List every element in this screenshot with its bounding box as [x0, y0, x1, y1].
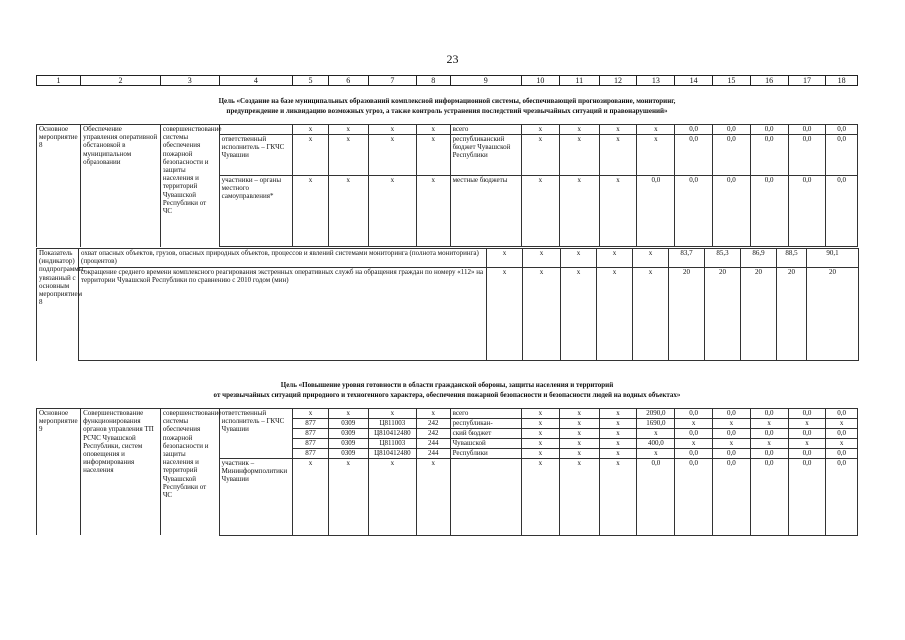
activity-8-task: совершенствование системы обеспечения пожарной безопасности и защиты населения и территорий Чувашской Республики от ЧС — [160, 125, 219, 247]
activity-9-row-1-c8: x — [417, 409, 451, 419]
activity-8-title: Обеспечение управления оперативной обстановкой в муниципальном образовании — [81, 125, 161, 247]
activity-9-row-6-c8: x — [417, 458, 451, 535]
activity-9-row-3-c7: Ц810412480 — [368, 428, 416, 438]
activity-9-participant: участник – Мининформполитики Чувашии — [219, 458, 292, 535]
indicator-2-c15: 20 — [669, 268, 705, 361]
activity-9-row-1-c16: 0,0 — [750, 409, 788, 419]
activity-8-row-2-c15: 0,0 — [713, 135, 751, 176]
activity-8-row-3-c8: x — [417, 176, 451, 247]
activity-9-row-3-c9: ский бюджет — [450, 428, 521, 438]
activity-9-row-6-c14: 0,0 — [675, 458, 713, 535]
activity-8-row-2-c14: 0,0 — [675, 135, 713, 176]
activity-9-row-2-c18: x — [826, 418, 858, 428]
activity-8-row-1-c8: x — [417, 125, 451, 135]
goal-1-heading — [36, 96, 858, 116]
header-col-10: 10 — [521, 76, 559, 86]
activity-9-row-6-c12: x — [599, 458, 637, 535]
activity-9-row-6-c7: x — [368, 458, 416, 535]
activity-9-row-5-c18: 0,0 — [826, 448, 858, 458]
activity-9-row-3-c16: 0,0 — [750, 428, 788, 438]
activity-9-row-2-c7: Ц811003 — [368, 418, 416, 428]
header-col-11: 11 — [559, 76, 599, 86]
activity-9-row-4-c8: 244 — [417, 438, 451, 448]
activity-8-row-2-c13: x — [637, 135, 675, 176]
activity-9-row-2-c14: x — [675, 418, 713, 428]
activity-8-row-1-c16: 0,0 — [750, 125, 788, 135]
indicator-1-c17: 86,9 — [741, 249, 777, 268]
activity-8-row-1-c15: 0,0 — [713, 125, 751, 135]
activity-9-row-6-c15: 0,0 — [713, 458, 751, 535]
activity-9-responsible: ответственный исполнитель – ГКЧС Чувашии — [219, 409, 292, 459]
header-col-4: 4 — [219, 76, 292, 86]
indicator-1-c16: 85,3 — [705, 249, 741, 268]
header-col-2: 2 — [81, 76, 161, 86]
indicator-2-c18: 20 — [807, 268, 859, 361]
activity-9-row-3-c6: 0309 — [328, 428, 368, 438]
activity-9-row-2-c16: x — [750, 418, 788, 428]
indicator-1-c10: x — [487, 249, 523, 268]
column-number-header — [36, 75, 858, 86]
activity-9-row-3-c15: 0,0 — [713, 428, 751, 438]
activity-9-row-4-c18: x — [826, 438, 858, 448]
activity-9-row-2-c10: x — [521, 418, 559, 428]
activity-8-row-2-c18: 0,0 — [826, 135, 858, 176]
activity-9-row-4-c6: 0309 — [328, 438, 368, 448]
main-activity-8-table — [36, 124, 858, 247]
indicator-1-c15: 83,7 — [669, 249, 705, 268]
activity-8-row-1-c4 — [219, 125, 292, 135]
activity-9-row-2-c9: республикан- — [450, 418, 521, 428]
activity-9-row-4-c13: 400,0 — [637, 438, 675, 448]
activity-9-row-1-c15: 0,0 — [713, 409, 751, 419]
activity-9-row-5-c10: x — [521, 448, 559, 458]
activity-9-row-3-c14: 0,0 — [675, 428, 713, 438]
activity-8-row-1-c9: всего — [450, 125, 521, 135]
activity-8-row-2-c4: ответственный исполнитель – ГКЧС Чувашии — [219, 135, 292, 176]
activity-9-row-6-c18: 0,0 — [826, 458, 858, 535]
header-col-16: 16 — [750, 76, 788, 86]
activity-9-row-2-c15: x — [713, 418, 751, 428]
activity-9-row-6-c13: 0,0 — [637, 458, 675, 535]
activity-9-row-6-c17: 0,0 — [788, 458, 826, 535]
activity-9-row-1-c5: x — [293, 409, 329, 419]
activity-9-row-3-c13: x — [637, 428, 675, 438]
activity-9-row-5-c11: x — [559, 448, 599, 458]
activity-8-row-3-c4: участники – органы местного самоуправления* — [219, 176, 292, 247]
activity-9-row-4-c11: x — [559, 438, 599, 448]
activity-9-row-6-c16: 0,0 — [750, 458, 788, 535]
activity-9-row-1-c7: x — [368, 409, 416, 419]
activity-8-row-3-c6: x — [328, 176, 368, 247]
activity-9-row-1-c10: x — [521, 409, 559, 419]
activity-8-row-3-c13: 0,0 — [637, 176, 675, 247]
activity-8-row-1-c11: x — [559, 125, 599, 135]
activity-8-row-3-c9: местные бюджеты — [450, 176, 521, 247]
main-activity-9-table — [36, 408, 858, 536]
activity-9-row-6-c5: x — [293, 458, 329, 535]
activity-8-row-3-c11: x — [559, 176, 599, 247]
activity-8-row-2-c9: республиканский бюджет Чувашской Республики — [450, 135, 521, 176]
activity-8-row-3-c16: 0,0 — [750, 176, 788, 247]
activity-8-row-1-c7: x — [368, 125, 416, 135]
indicator-2-c16: 20 — [705, 268, 741, 361]
activity-9-row-4-c16: x — [750, 438, 788, 448]
activity-9-row-6-c6: x — [328, 458, 368, 535]
activity-8-row-1-c18: 0,0 — [826, 125, 858, 135]
header-col-1: 1 — [37, 76, 81, 86]
indicator-1-c11: x — [523, 249, 561, 268]
activity-9-row-5-c6: 0309 — [328, 448, 368, 458]
header-col-18: 18 — [826, 76, 858, 86]
activity-9-row-5-c9: Республики — [450, 448, 521, 458]
indicator-2-c10: x — [487, 268, 523, 361]
activity-8-row-3-c18: 0,0 — [826, 176, 858, 247]
indicator-2-c17: 20 — [741, 268, 777, 361]
indicator-2-c11: x — [523, 268, 561, 361]
indicator-1-c18: 90,1 — [807, 249, 859, 268]
activity-9-row-5-c12: x — [599, 448, 637, 458]
activity-9-row-1-c18: 0,0 — [826, 409, 858, 419]
activity-9-row-5-c8: 244 — [417, 448, 451, 458]
indicator-2-c14: x — [633, 268, 669, 361]
activity-9-row-1-c12: x — [599, 409, 637, 419]
activity-9-row-1-c14: 0,0 — [675, 409, 713, 419]
activity-8-row-1-c12: x — [599, 125, 637, 135]
indicator-2-c12: x — [561, 268, 597, 361]
activity-8-row-1-c6: x — [328, 125, 368, 135]
activity-9-row-2-c6: 0309 — [328, 418, 368, 428]
activity-8-row-1-c14: 0,0 — [675, 125, 713, 135]
indicator-1-c12: x — [561, 249, 597, 268]
activity-8-row-3-c15: 0,0 — [713, 176, 751, 247]
activity-9-row-2-c11: x — [559, 418, 599, 428]
activity-9-row-4-c9: Чувашской — [450, 438, 521, 448]
activity-9-row-5-c14: 0,0 — [675, 448, 713, 458]
activity-9-row-3-c10: x — [521, 428, 559, 438]
activity-8-row-3-c12: x — [599, 176, 637, 247]
header-col-14: 14 — [675, 76, 713, 86]
activity-9-row-6-c10: x — [521, 458, 559, 535]
activity-9-row-3-c18: 0,0 — [826, 428, 858, 438]
activity-8-row-2-c10: x — [521, 135, 559, 176]
header-col-7: 7 — [368, 76, 416, 86]
header-col-6: 6 — [328, 76, 368, 86]
activity-9-row-5-c13: x — [637, 448, 675, 458]
goal-1-line-2: предупреждение и ликвидацию возможных угроз, а также контроль устранения последствий чрезвычайных ситуаций и правонарушений» — [226, 107, 668, 115]
activity-9-row-1-c11: x — [559, 409, 599, 419]
header-col-8: 8 — [417, 76, 451, 86]
activity-9-row-2-c12: x — [599, 418, 637, 428]
header-col-17: 17 — [788, 76, 826, 86]
activity-8-row-1-c13: x — [637, 125, 675, 135]
activity-8-row-2-c8: x — [417, 135, 451, 176]
activity-9-row-5-c5: 877 — [293, 448, 329, 458]
goal-2-line-2: от чрезвычайных ситуаций природного и техногенного характера, обеспечения пожарной безопасности и безопасности людей на водных объектах» — [213, 391, 681, 399]
activity-9-row-4-c15: x — [713, 438, 751, 448]
header-col-5: 5 — [293, 76, 329, 86]
goal-2-heading — [36, 380, 858, 400]
activity-8-row-3-c5: x — [293, 176, 329, 247]
activity-9-row-5-c15: 0,0 — [713, 448, 751, 458]
header-col-13: 13 — [637, 76, 675, 86]
indicators-block — [36, 248, 858, 361]
indicator-2-text: сокращение среднего времени комплексного реагирования экстренных оперативных служб на обращения граждан по номеру «112» на территории Чувашской Республики по сравнению с 2010 годом (мин) — [79, 268, 487, 361]
activity-9-row-4-c10: x — [521, 438, 559, 448]
header-col-3: 3 — [160, 76, 219, 86]
activity-8-row-1-c10: x — [521, 125, 559, 135]
activity-9-row-1-c9: всего — [450, 409, 521, 419]
activity-9-row-1-c17: 0,0 — [788, 409, 826, 419]
activity-8-row-2-c11: x — [559, 135, 599, 176]
activity-9-title: Совершенствование функционирования органов управления ТП РСЧС Чувашской Республики, систем оповещения и информирования населения — [81, 409, 161, 536]
activity-9-row-6-c9 — [450, 458, 521, 535]
activity-9-label: Основное мероприятие 9 — [37, 409, 81, 536]
activity-8-row-2-c16: 0,0 — [750, 135, 788, 176]
activity-9-row-3-c12: x — [599, 428, 637, 438]
activity-8-row-3-c14: 0,0 — [675, 176, 713, 247]
activity-9-row-5-c7: Ц810412480 — [368, 448, 416, 458]
activity-9-row-4-c14: x — [675, 438, 713, 448]
indicators-table — [36, 248, 859, 361]
activity-9-row-4-c5: 877 — [293, 438, 329, 448]
goal-2-line-1: Цель «Повышение уровня готовности в области гражданской обороны, защиты населения и территорий — [280, 381, 614, 389]
activity-9-row-6-c11: x — [559, 458, 599, 535]
activity-9-row-3-c8: 242 — [417, 428, 451, 438]
indicator-label: Показатель (индикатор) подпрограммы, увязанный с основным мероприятием 8 — [37, 249, 79, 361]
header-col-15: 15 — [713, 76, 751, 86]
activity-9-row-4-c17: x — [788, 438, 826, 448]
activity-8-row-2-c5: x — [293, 135, 329, 176]
header-col-9: 9 — [450, 76, 521, 86]
activity-9-row-1-c13: 2090,0 — [637, 409, 675, 419]
activity-9-row-5-c16: 0,0 — [750, 448, 788, 458]
indicator-1-c13: x — [597, 249, 633, 268]
activity-8-row-2-c6: x — [328, 135, 368, 176]
activity-9-row-5-c17: 0,0 — [788, 448, 826, 458]
activity-9-row-3-c11: x — [559, 428, 599, 438]
indicator-1-c14: x — [633, 249, 669, 268]
activity-9-row-3-c5: 877 — [293, 428, 329, 438]
activity-9-row-2-c17: x — [788, 418, 826, 428]
activity-9-row-2-c5: 877 — [293, 418, 329, 428]
header-col-12: 12 — [599, 76, 637, 86]
activity-8-row-1-c5: x — [293, 125, 329, 135]
main-activity-8-block — [36, 124, 858, 247]
main-activity-9-block — [36, 408, 858, 536]
activity-9-row-3-c17: 0,0 — [788, 428, 826, 438]
page-number: 23 — [446, 52, 459, 66]
activity-8-row-2-c12: x — [599, 135, 637, 176]
activity-9-row-4-c7: Ц811003 — [368, 438, 416, 448]
activity-8-row-3-c10: x — [521, 176, 559, 247]
activity-8-row-2-c17: 0,0 — [788, 135, 826, 176]
activity-9-row-2-c13: 1690,0 — [637, 418, 675, 428]
activity-9-row-1-c6: x — [328, 409, 368, 419]
goal-1-line-1: Цель «Создание на базе муниципальных образований комплексной информационной системы, обеспечивающей прогнозирование, мониторинг, — [218, 97, 676, 105]
activity-9-row-4-c12: x — [599, 438, 637, 448]
activity-9-task: совершенствование системы обеспечения пожарной безопасности и защиты населения и территорий Чувашской Республики от ЧС — [160, 409, 219, 536]
activity-8-row-2-c7: x — [368, 135, 416, 176]
activity-8-row-3-c17: 0,0 — [788, 176, 826, 247]
activity-8-row-3-c7: x — [368, 176, 416, 247]
indicator-1-text: охват опасных объектов, грузов, опасных природных объектов, процессов и явлений системами мониторинга (полнота мониторинга) (процентов) — [79, 249, 487, 268]
indicator-2-c13: x — [597, 268, 633, 361]
indicator-2-c18a: 20 — [777, 268, 807, 361]
activity-8-row-1-c17: 0,0 — [788, 125, 826, 135]
indicator-1-c18a: 88,5 — [777, 249, 807, 268]
activity-9-row-2-c8: 242 — [417, 418, 451, 428]
activity-8-label: Основное мероприятие 8 — [37, 125, 81, 247]
